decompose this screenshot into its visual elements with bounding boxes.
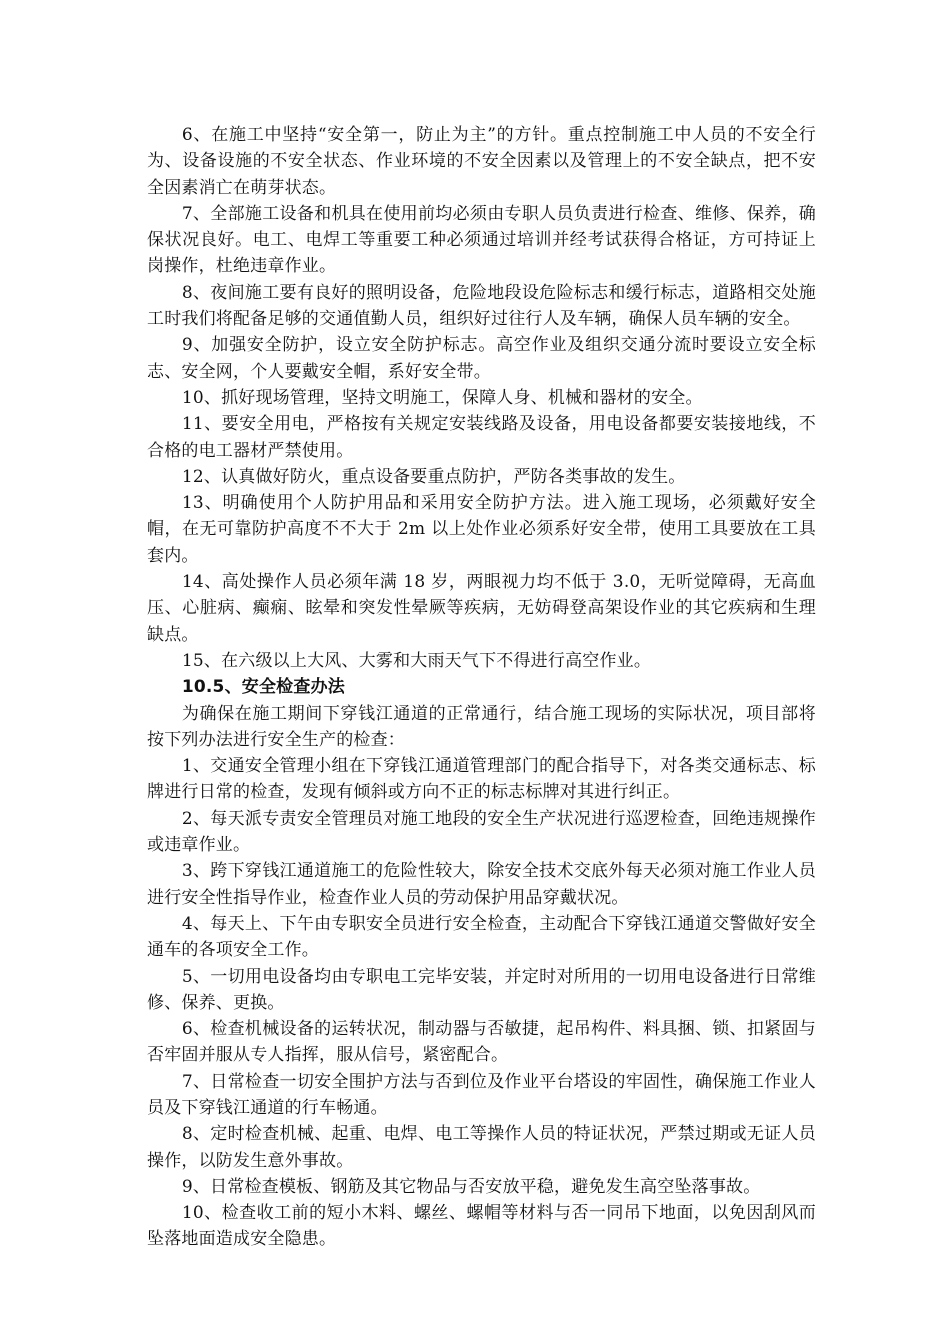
paragraph-item-7: 7、全部施工设备和机具在使用前均必须由专职人员负责进行检查、维修、保养，确保状况良好。电工、电焊工等重要工种必须通过培训并经考试获得合格证，方可持证上岗操作，杜绝违章作业。 [147, 203, 816, 277]
check-item-8: 8、定时检查机械、起重、电焊、电工等操作人员的特证状况，严禁过期或无证人员操作，以防发生意外事故。 [147, 1124, 816, 1171]
check-item-10: 10、检查收工前的短小木料、螺丝、螺帽等材料与否一同吊下地面，以免因刮风而坠落地面造成安全隐患。 [147, 1203, 816, 1250]
check-item-7: 7、日常检查一切安全围护方法与否到位及作业平台塔设的牢固性，确保施工作业人员及下穿钱江通道的行车畅通。 [147, 1071, 816, 1118]
check-item-6: 6、检查机械设备的运转状况，制动器与否敏捷，起吊构件、料具捆、锁、扣紧固与否牢固并服从专人指挥，服从信号，紧密配合。 [147, 1019, 816, 1066]
check-item-4: 4、每天上、下午由专职安全员进行安全检查，主动配合下穿钱江通道交警做好安全通车的各项安全工作。 [147, 913, 816, 961]
check-item-2: 2、每天派专责安全管理员对施工地段的安全生产状况进行巡逻检查，回绝违规操作或违章作业。 [147, 808, 816, 856]
paragraph-item-6: 6、在施工中坚持“安全第一，防止为主”的方针。重点控制施工中人员的不安全行为、设备设施的不安全状态、作业环境的不安全因素以及管理上的不安全缺点，把不安全因素消亡在萌芽状态。 [147, 125, 816, 198]
document-body [147, 122, 816, 1253]
paragraph-item-11: 11、要安全用电，严格按有关规定安装线路及设备，用电设备都要安装接地线，不合格的电工器材严禁使用。 [147, 414, 816, 461]
paragraph-item-13: 13、明确使用个人防护用品和采用安全防护方法。进入施工现场，必须戴好安全帽，在无可靠防护高度不不大于 2m 以上处作业必须系好安全带，使用工具要放在工具套内。 [147, 493, 816, 566]
check-item-1: 1、交通安全管理小组在下穿钱江通道管理部门的配合指导下，对各类交通标志、标牌进行日常的检查，发现有倾斜或方向不正的标志标牌对其进行纠正。 [147, 756, 816, 803]
section-intro-paragraph: 为确保在施工期间下穿钱江通道的正常通行，结合施工现场的实际状况，项目部将按下列办法进行安全生产的检查： [147, 703, 816, 750]
paragraph-item-10: 10、抓好现场管理，坚持文明施工，保障人身、机械和器材的安全。 [181, 387, 703, 408]
check-item-9: 9、日常检查模板、钢筋及其它物品与否安放平稳，避免发生高空坠落事故。 [181, 1176, 761, 1197]
paragraph-item-15: 15、在六级以上大风、大雾和大雨天气下不得进行高空作业。 [181, 650, 652, 671]
paragraph-item-9: 9、加强安全防护，设立安全防护标志。高空作业及组织交通分流时要设立安全标志、安全网，个人要戴安全帽，系好安全带。 [147, 335, 816, 382]
check-item-5: 5、一切用电设备均由专职电工完毕安装，并定时对所用的一切用电设备进行日常维修、保养、更换。 [147, 966, 816, 1013]
paragraph-item-12: 12、认真做好防火，重点设备要重点防护，严防各类事故的发生。 [181, 466, 686, 487]
paragraph-item-14: 14、高处操作人员必须年满 18 岁，两眼视力均不低于 3.0，无听觉障碍，无高血压、心脏病、癫痫、眩晕和突发性晕厥等疾病，无妨碍登高架设作业的其它疾病和生理缺点。 [147, 572, 816, 645]
paragraph-item-8: 8、夜间施工要有良好的照明设备，危险地段设危险标志和缓行标志，道路相交处施工时我们将配备足够的交通值勤人员，组织好过往行人及车辆，确保人员车辆的安全。 [147, 282, 816, 330]
section-heading: 10.5、安全检查办法 [181, 677, 345, 698]
check-item-3: 3、跨下穿钱江通道施工的危险性较大，除安全技术交底外每天必须对施工作业人员进行安全性指导作业，检查作业人员的劳动保护用品穿戴状况。 [147, 861, 816, 908]
